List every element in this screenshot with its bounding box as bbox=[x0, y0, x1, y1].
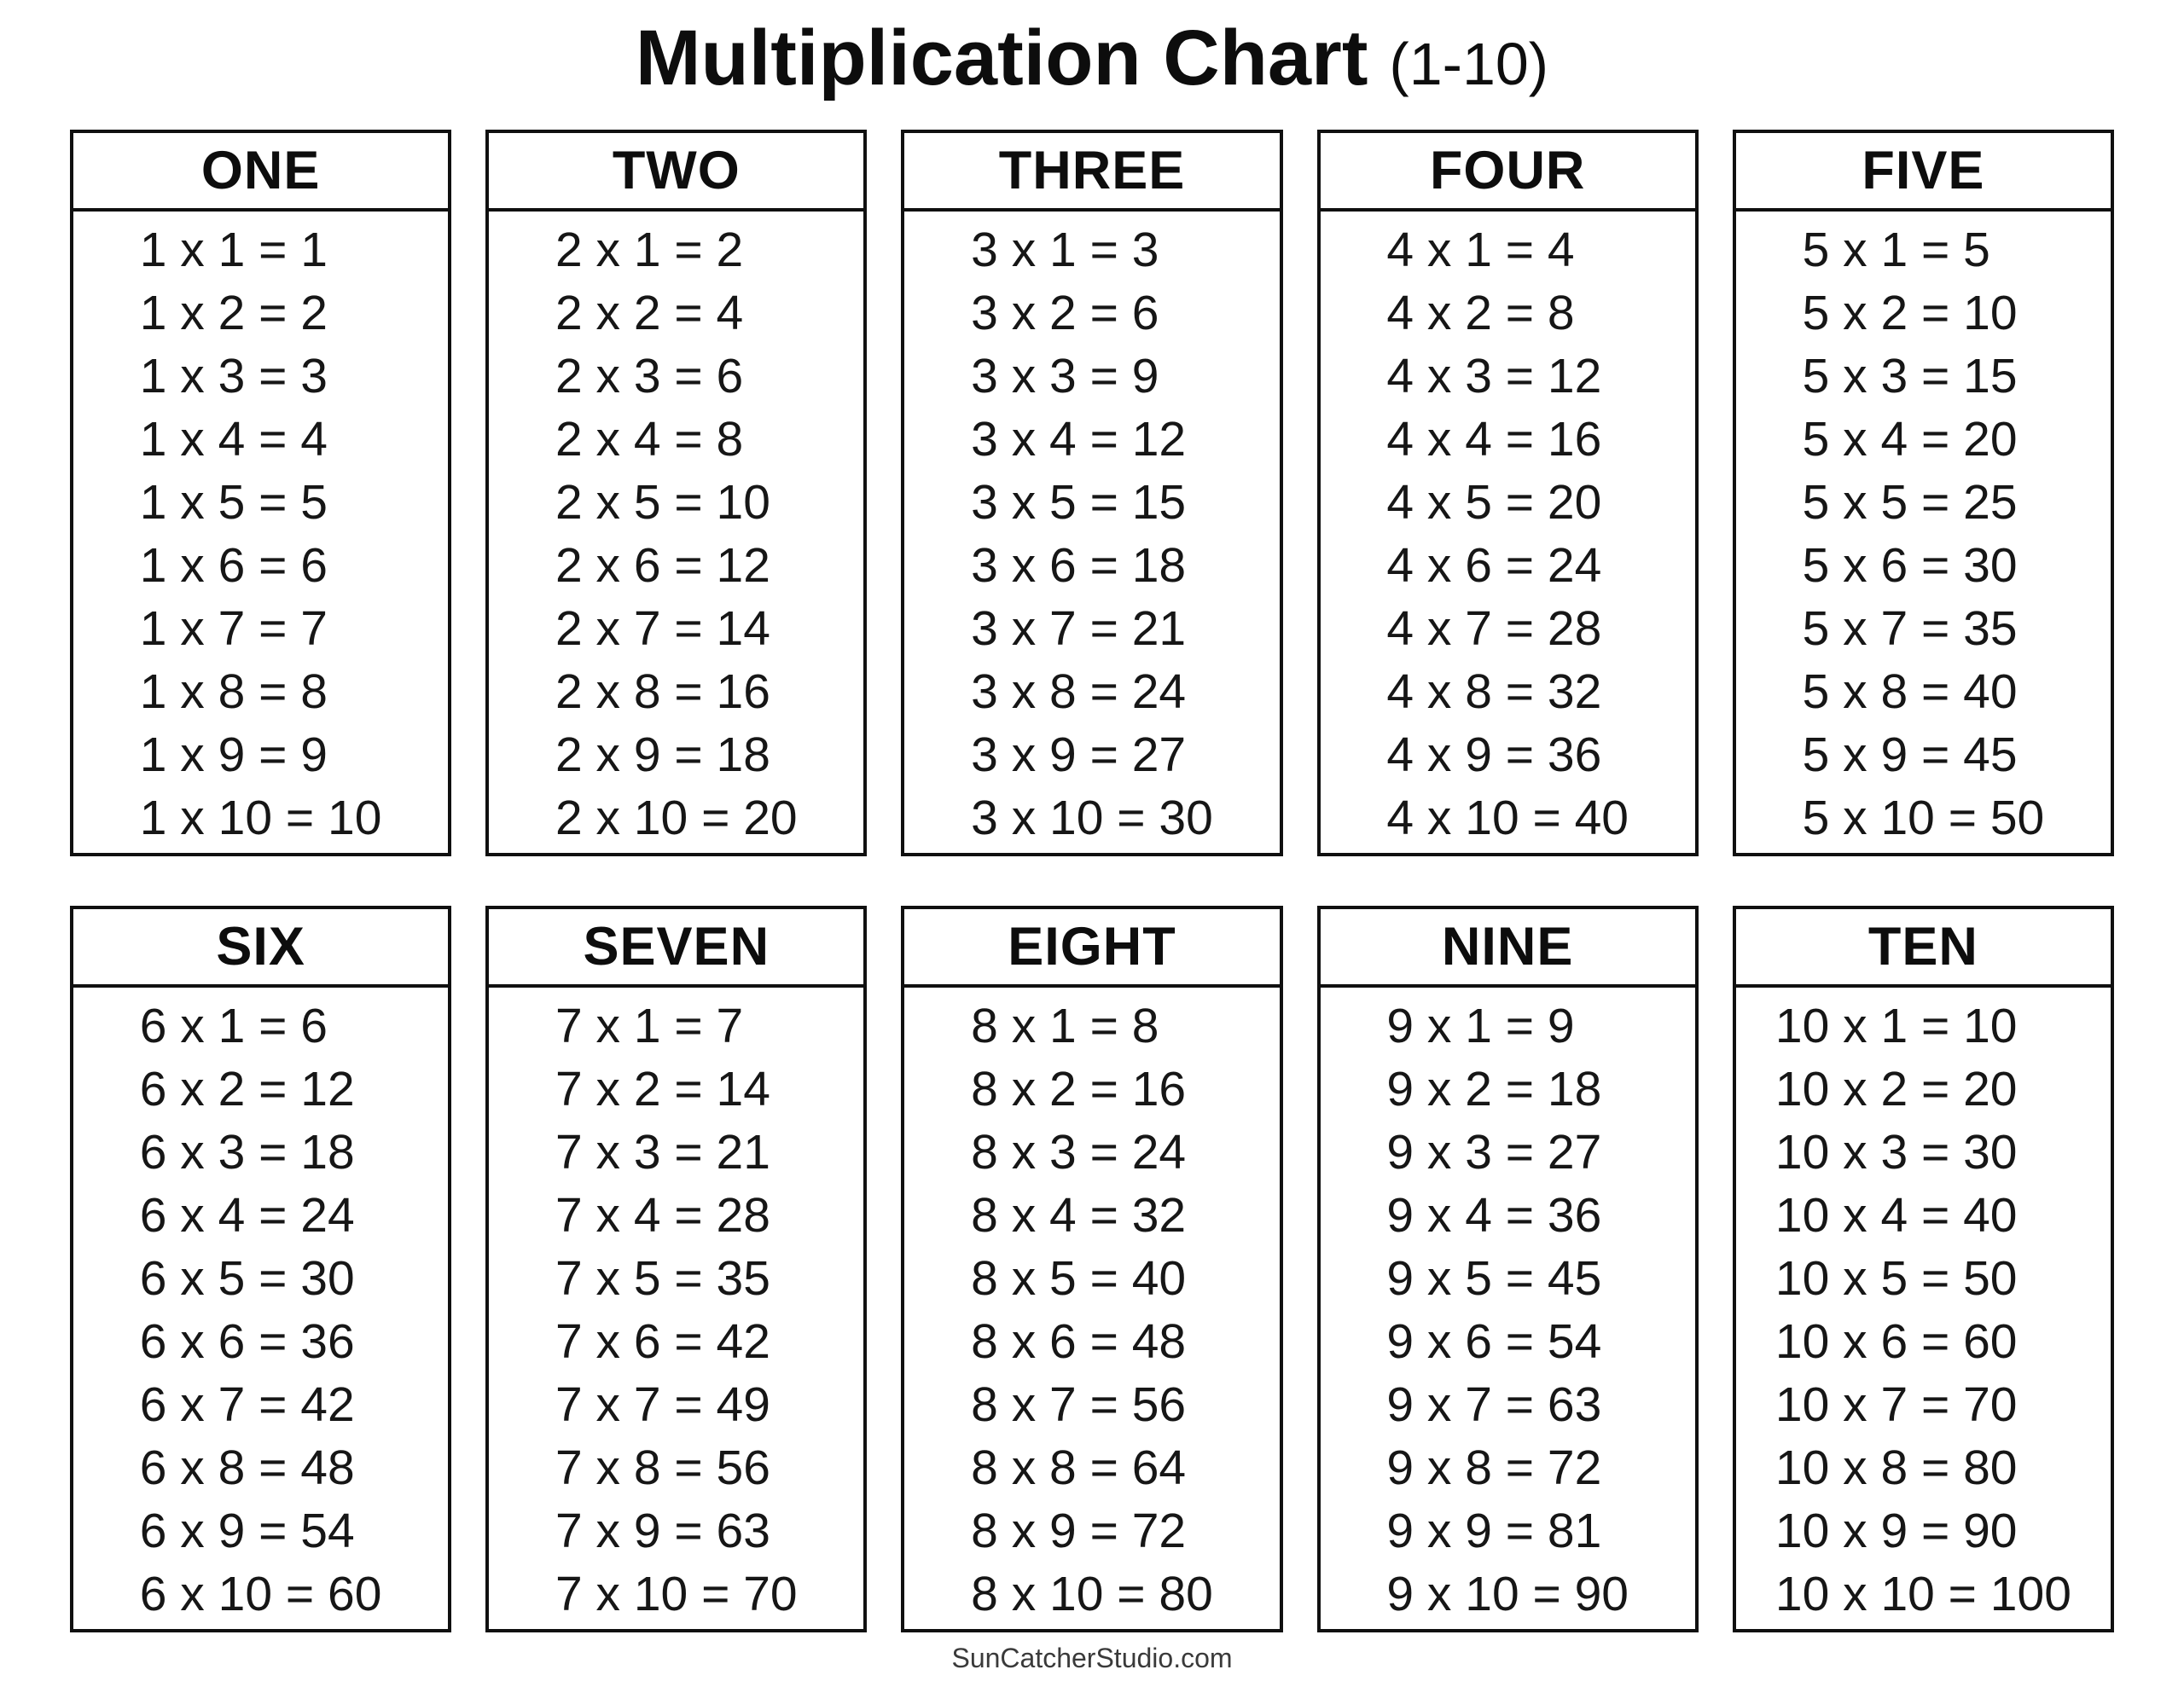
multiplication-fact: 6 x 7 = 42 bbox=[139, 1377, 355, 1432]
multiplication-fact: 4 x 2 = 8 bbox=[1386, 286, 1575, 340]
multiplication-fact: 3 x 8 = 24 bbox=[971, 664, 1187, 719]
title-range: (1-10) bbox=[1389, 31, 1549, 97]
times-table-card bbox=[70, 906, 451, 1632]
multiplication-fact: 1 x 8 = 8 bbox=[139, 664, 328, 719]
multiplication-fact: 2 x 9 = 18 bbox=[555, 728, 770, 782]
multiplication-fact: 10 x 5 = 50 bbox=[1774, 1251, 2018, 1306]
multiplication-fact: 5 x 7 = 35 bbox=[1802, 601, 2018, 656]
multiplication-fact: 7 x 9 = 63 bbox=[555, 1504, 770, 1558]
multiplication-fact: 10 x 4 = 40 bbox=[1774, 1188, 2018, 1243]
multiplication-fact: 4 x 6 = 24 bbox=[1386, 538, 1602, 593]
multiplication-fact: 3 x 2 = 6 bbox=[971, 286, 1159, 340]
multiplication-fact: 7 x 8 = 56 bbox=[555, 1441, 770, 1495]
multiplication-fact: 3 x 7 = 21 bbox=[971, 601, 1187, 656]
multiplication-fact: 6 x 6 = 36 bbox=[139, 1314, 355, 1369]
card-header bbox=[904, 909, 1279, 988]
multiplication-fact: 1 x 10 = 10 bbox=[139, 791, 382, 845]
multiplication-fact: 9 x 6 = 54 bbox=[1386, 1314, 1602, 1369]
multiplication-fact: 4 x 8 = 32 bbox=[1386, 664, 1602, 719]
card-title: TEN bbox=[1867, 917, 1978, 977]
facts-list bbox=[1803, 218, 2045, 849]
multiplication-fact: 5 x 10 = 50 bbox=[1802, 791, 2045, 845]
card-header bbox=[1321, 909, 1695, 988]
multiplication-fact: 1 x 3 = 3 bbox=[139, 349, 328, 403]
multiplication-fact: 5 x 2 = 10 bbox=[1802, 286, 2018, 340]
card-body bbox=[489, 988, 863, 1629]
multiplication-fact: 2 x 8 = 16 bbox=[555, 664, 770, 719]
title-main: Multiplication Chart bbox=[635, 14, 1368, 101]
multiplication-fact: 4 x 1 = 4 bbox=[1386, 223, 1575, 277]
times-table-card bbox=[901, 906, 1282, 1632]
card-title: EIGHT bbox=[1008, 917, 1176, 977]
facts-list bbox=[555, 218, 798, 849]
facts-list bbox=[555, 994, 798, 1626]
card-body bbox=[904, 212, 1279, 853]
multiplication-fact: 2 x 10 = 20 bbox=[555, 791, 798, 845]
card-body bbox=[1321, 212, 1695, 853]
multiplication-fact: 1 x 4 = 4 bbox=[139, 412, 328, 467]
multiplication-fact: 7 x 3 = 21 bbox=[555, 1125, 770, 1180]
footer-credit: SunCatcherStudio.com bbox=[951, 1643, 1233, 1673]
multiplication-fact: 1 x 6 = 6 bbox=[139, 538, 328, 593]
multiplication-fact: 1 x 9 = 9 bbox=[139, 728, 328, 782]
multiplication-fact: 8 x 7 = 56 bbox=[971, 1377, 1187, 1432]
multiplication-fact: 6 x 5 = 30 bbox=[139, 1251, 355, 1306]
card-header bbox=[489, 909, 863, 988]
multiplication-fact: 8 x 10 = 80 bbox=[971, 1567, 1213, 1621]
card-title: SIX bbox=[216, 917, 305, 977]
multiplication-fact: 9 x 10 = 90 bbox=[1386, 1567, 1629, 1621]
card-body bbox=[73, 212, 448, 853]
multiplication-fact: 7 x 5 = 35 bbox=[555, 1251, 770, 1306]
multiplication-fact: 2 x 7 = 14 bbox=[555, 601, 770, 656]
multiplication-fact: 7 x 7 = 49 bbox=[555, 1377, 770, 1432]
card-header bbox=[1736, 909, 2111, 988]
multiplication-fact: 4 x 9 = 36 bbox=[1386, 728, 1602, 782]
multiplication-fact: 6 x 8 = 48 bbox=[139, 1441, 355, 1495]
multiplication-fact: 5 x 5 = 25 bbox=[1802, 475, 2018, 530]
multiplication-fact: 2 x 5 = 10 bbox=[555, 475, 770, 530]
multiplication-fact: 5 x 4 = 20 bbox=[1802, 412, 2018, 467]
times-table-card bbox=[485, 130, 867, 856]
page-title bbox=[0, 0, 2184, 130]
card-title: ONE bbox=[200, 141, 321, 200]
multiplication-fact: 8 x 4 = 32 bbox=[971, 1188, 1187, 1243]
multiplication-fact: 9 x 1 = 9 bbox=[1386, 999, 1575, 1053]
multiplication-fact: 3 x 9 = 27 bbox=[971, 728, 1187, 782]
multiplication-fact: 1 x 2 = 2 bbox=[139, 286, 328, 340]
card-body bbox=[489, 212, 863, 853]
multiplication-fact: 9 x 9 = 81 bbox=[1386, 1504, 1602, 1558]
multiplication-fact: 10 x 1 = 10 bbox=[1774, 999, 2018, 1053]
multiplication-fact: 6 x 2 = 12 bbox=[139, 1062, 355, 1116]
multiplication-fact: 7 x 2 = 14 bbox=[555, 1062, 770, 1116]
multiplication-fact: 6 x 10 = 60 bbox=[139, 1567, 382, 1621]
multiplication-fact: 1 x 1 = 1 bbox=[139, 223, 328, 277]
card-header bbox=[73, 909, 448, 988]
card-title: TWO bbox=[612, 141, 741, 200]
card-body bbox=[1736, 988, 2111, 1629]
card-header bbox=[489, 133, 863, 212]
multiplication-fact: 1 x 7 = 7 bbox=[139, 601, 328, 656]
multiplication-fact: 8 x 6 = 48 bbox=[971, 1314, 1187, 1369]
multiplication-fact: 6 x 1 = 6 bbox=[139, 999, 328, 1053]
multiplication-fact: 1 x 5 = 5 bbox=[139, 475, 328, 530]
times-table-card bbox=[901, 130, 1282, 856]
facts-list bbox=[140, 218, 382, 849]
multiplication-fact: 4 x 7 = 28 bbox=[1386, 601, 1602, 656]
multiplication-fact: 2 x 1 = 2 bbox=[555, 223, 744, 277]
multiplication-fact: 10 x 9 = 90 bbox=[1774, 1504, 2018, 1558]
multiplication-fact: 5 x 9 = 45 bbox=[1802, 728, 2018, 782]
times-table-card bbox=[1317, 130, 1699, 856]
cards-grid bbox=[0, 130, 2184, 1632]
multiplication-fact: 10 x 8 = 80 bbox=[1774, 1441, 2018, 1495]
multiplication-fact: 9 x 4 = 36 bbox=[1386, 1188, 1602, 1243]
multiplication-fact: 6 x 4 = 24 bbox=[139, 1188, 355, 1243]
card-body bbox=[73, 988, 448, 1629]
multiplication-fact: 6 x 3 = 18 bbox=[139, 1125, 355, 1180]
facts-list bbox=[1775, 994, 2071, 1626]
times-table-card bbox=[1317, 906, 1699, 1632]
multiplication-fact: 10 x 7 = 70 bbox=[1774, 1377, 2018, 1432]
card-title: THREE bbox=[998, 141, 1186, 200]
multiplication-fact: 5 x 1 = 5 bbox=[1802, 223, 1990, 277]
multiplication-fact: 8 x 3 = 24 bbox=[971, 1125, 1187, 1180]
multiplication-fact: 3 x 1 = 3 bbox=[971, 223, 1159, 277]
multiplication-fact: 10 x 10 = 100 bbox=[1774, 1567, 2071, 1621]
multiplication-fact: 3 x 4 = 12 bbox=[971, 412, 1187, 467]
card-body bbox=[1736, 212, 2111, 853]
card-title: FOUR bbox=[1429, 141, 1586, 200]
times-table-card bbox=[485, 906, 867, 1632]
facts-list bbox=[971, 218, 1213, 849]
multiplication-fact: 10 x 3 = 30 bbox=[1774, 1125, 2018, 1180]
times-table-card bbox=[70, 130, 451, 856]
card-title: SEVEN bbox=[583, 917, 770, 977]
card-title: NINE bbox=[1441, 917, 1574, 977]
times-table-card bbox=[1733, 130, 2114, 856]
multiplication-fact: 9 x 8 = 72 bbox=[1386, 1441, 1602, 1495]
multiplication-fact: 6 x 9 = 54 bbox=[139, 1504, 355, 1558]
multiplication-fact: 4 x 3 = 12 bbox=[1386, 349, 1602, 403]
multiplication-fact: 4 x 10 = 40 bbox=[1386, 791, 1629, 845]
card-title: FIVE bbox=[1862, 141, 1985, 200]
card-header bbox=[904, 133, 1279, 212]
multiplication-fact: 4 x 4 = 16 bbox=[1386, 412, 1602, 467]
card-body bbox=[1321, 988, 1695, 1629]
multiplication-fact: 9 x 5 = 45 bbox=[1386, 1251, 1602, 1306]
multiplication-fact: 2 x 2 = 4 bbox=[555, 286, 744, 340]
multiplication-fact: 3 x 6 = 18 bbox=[971, 538, 1187, 593]
multiplication-fact: 3 x 5 = 15 bbox=[971, 475, 1187, 530]
facts-list bbox=[1386, 994, 1629, 1626]
multiplication-fact: 7 x 1 = 7 bbox=[555, 999, 744, 1053]
multiplication-fact: 2 x 6 = 12 bbox=[555, 538, 770, 593]
multiplication-fact: 8 x 5 = 40 bbox=[971, 1251, 1187, 1306]
multiplication-fact: 7 x 4 = 28 bbox=[555, 1188, 770, 1243]
multiplication-fact: 10 x 6 = 60 bbox=[1774, 1314, 2018, 1369]
multiplication-fact: 9 x 3 = 27 bbox=[1386, 1125, 1602, 1180]
multiplication-fact: 8 x 8 = 64 bbox=[971, 1441, 1187, 1495]
multiplication-fact: 8 x 1 = 8 bbox=[971, 999, 1159, 1053]
multiplication-fact: 3 x 3 = 9 bbox=[971, 349, 1159, 403]
multiplication-fact: 8 x 2 = 16 bbox=[971, 1062, 1187, 1116]
card-header bbox=[73, 133, 448, 212]
multiplication-fact: 8 x 9 = 72 bbox=[971, 1504, 1187, 1558]
card-header bbox=[1321, 133, 1695, 212]
facts-list bbox=[1386, 218, 1629, 849]
multiplication-fact: 5 x 3 = 15 bbox=[1802, 349, 2018, 403]
facts-list bbox=[971, 994, 1213, 1626]
facts-list bbox=[140, 994, 382, 1626]
times-table-card bbox=[1733, 906, 2114, 1632]
multiplication-fact: 2 x 4 = 8 bbox=[555, 412, 744, 467]
multiplication-fact: 7 x 10 = 70 bbox=[555, 1567, 798, 1621]
multiplication-fact: 3 x 10 = 30 bbox=[971, 791, 1213, 845]
multiplication-fact: 2 x 3 = 6 bbox=[555, 349, 744, 403]
multiplication-fact: 9 x 2 = 18 bbox=[1386, 1062, 1602, 1116]
card-header bbox=[1736, 133, 2111, 212]
multiplication-fact: 7 x 6 = 42 bbox=[555, 1314, 770, 1369]
multiplication-fact: 5 x 8 = 40 bbox=[1802, 664, 2018, 719]
multiplication-fact: 9 x 7 = 63 bbox=[1386, 1377, 1602, 1432]
card-body bbox=[904, 988, 1279, 1629]
multiplication-fact: 5 x 6 = 30 bbox=[1802, 538, 2018, 593]
multiplication-fact: 10 x 2 = 20 bbox=[1774, 1062, 2018, 1116]
multiplication-fact: 4 x 5 = 20 bbox=[1386, 475, 1602, 530]
